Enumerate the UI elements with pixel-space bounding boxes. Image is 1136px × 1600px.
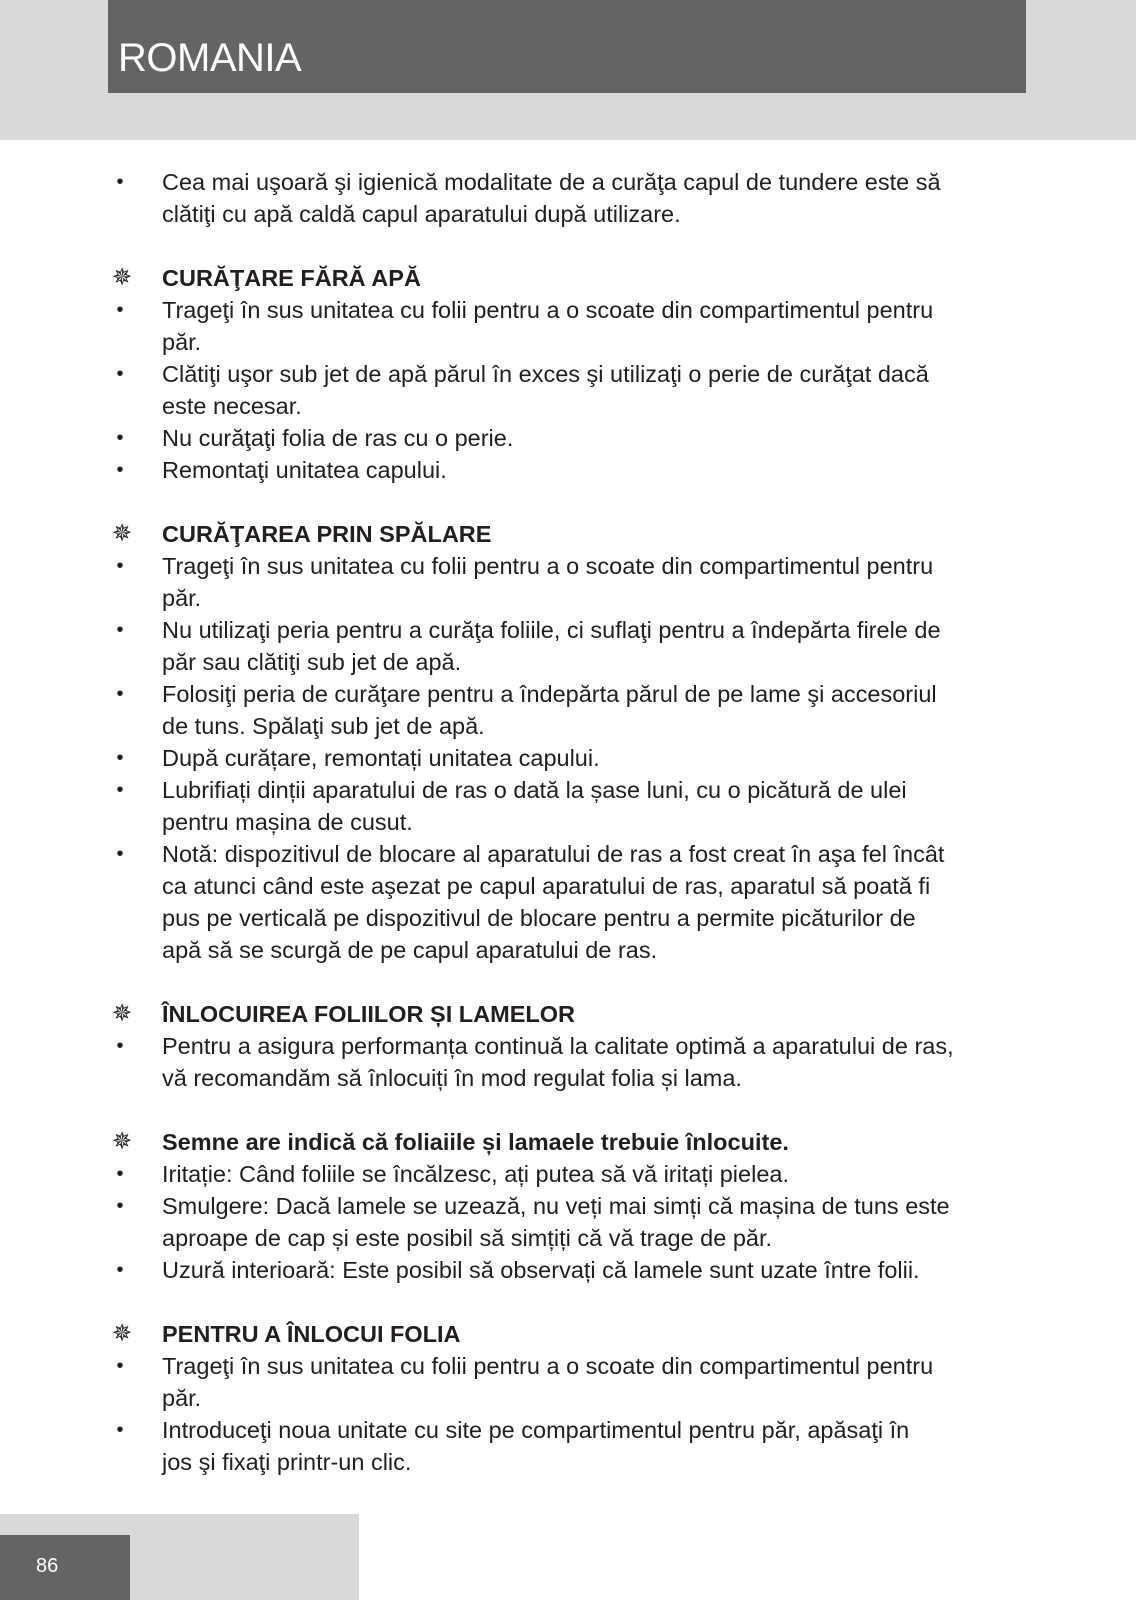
list-item-line: apă să se scurgă de pe capul aparatului de ras.: [162, 937, 658, 963]
list-item-line: păr sau clătiţi sub jet de apă.: [162, 649, 462, 675]
main-content: [108, 166, 1038, 1510]
section: [108, 262, 1038, 486]
section-heading-text: Semne are indică că foliaiile și lamaele trebuie înlocuite.: [162, 1129, 789, 1155]
list-item-line: Nu utilizaţi peria pentru a curăţa foliile, ci suflaţi pentru a îndepărta firele de: [162, 617, 941, 643]
list-item-line: pus pe verticală pe dispozitivul de blocare pentru a permite picăturilor de: [162, 905, 916, 931]
list-item-line: Iritație: Când foliile se încălzesc, ați putea să vă iritați pielea.: [162, 1161, 789, 1187]
list-item-line: Pentru a asigura performanța continuă la calitate optimă a aparatului de ras,: [162, 1033, 954, 1059]
section-heading: [108, 1126, 1038, 1158]
bullet-icon: •: [116, 1035, 124, 1057]
list-item: [108, 454, 1038, 486]
list-item-line: de tuns. Spălaţi sub jet de apă.: [162, 713, 485, 739]
section: [108, 518, 1038, 966]
list-item: [108, 422, 1038, 454]
list-item-line: Lubrifiați dinții aparatului de ras o dată la șase luni, cu o picătură de ulei: [162, 777, 907, 803]
star-icon: ✵: [111, 1128, 133, 1155]
list-item-line: Folosiţi peria de curăţare pentru a îndepărta părul de pe lame şi accesoriul: [162, 681, 937, 707]
page-number: 86: [36, 1555, 59, 1577]
list-item-line: ca atunci când este aşezat pe capul aparatului de ras, aparatul să poată fi: [162, 873, 931, 899]
list-item: [108, 1190, 1038, 1254]
section: [108, 1126, 1038, 1286]
list-item-line: Clătiţi uşor sub jet de apă părul în exces şi utilizaţi o perie de curăţat dacă: [162, 361, 929, 387]
list-item-line: Trageţi în sus unitatea cu folii pentru a o scoate din compartimentul pentru: [162, 297, 934, 323]
list-item: [108, 838, 1038, 966]
list-item-line: clătiţi cu apă caldă capul aparatului după utilizare.: [162, 201, 681, 227]
list-item-line: După curățare, remontați unitatea capului.: [162, 745, 600, 771]
list-item-line: pentru mașina de cusut.: [162, 809, 413, 835]
list-item-line: păr.: [162, 585, 202, 611]
list-item-line: jos şi fixaţi printr-un clic.: [162, 1449, 412, 1475]
bullet-icon: •: [116, 1355, 124, 1377]
list-item: [108, 1030, 1038, 1094]
list-item: [108, 742, 1038, 774]
section-heading: [108, 262, 1038, 294]
list-item-line: Uzură interioară: Este posibil să observați că lamele sunt uzate între folii.: [162, 1257, 920, 1283]
list-item: [108, 678, 1038, 742]
list-item-line: este necesar.: [162, 393, 302, 419]
list-item: [108, 1414, 1038, 1478]
list-item-line: vă recomandăm să înlocuiți în mod regulat folia și lama.: [162, 1065, 742, 1091]
page-header: [108, 0, 1026, 93]
list-item: [108, 1254, 1038, 1286]
bullet-icon: •: [116, 1195, 124, 1217]
star-icon: ✵: [111, 1320, 133, 1347]
bullet-icon: •: [116, 843, 124, 865]
bullet-icon: •: [116, 427, 124, 449]
list-item: [108, 774, 1038, 838]
bullet-icon: •: [116, 459, 124, 481]
list-item: [108, 550, 1038, 614]
bullet-icon: •: [116, 555, 124, 577]
section: [108, 998, 1038, 1094]
page-number-box: [0, 1535, 130, 1600]
bullet-icon: •: [116, 779, 124, 801]
list-item-line: aproape de cap și este posibil să simțiți că vă trage de păr.: [162, 1225, 773, 1251]
list-item: [108, 614, 1038, 678]
bullet-icon: •: [116, 619, 124, 641]
bullet-icon: •: [116, 683, 124, 705]
list-item-line: Trageţi în sus unitatea cu folii pentru a o scoate din compartimentul pentru: [162, 553, 934, 579]
list-item-line: păr.: [162, 329, 202, 355]
section-heading-text: CURĂŢAREA PRIN SPĂLARE: [162, 521, 492, 547]
list-item: [108, 358, 1038, 422]
page-title: ROMANIA: [118, 36, 302, 80]
bullet-icon: •: [116, 1163, 124, 1185]
section-heading: [108, 1318, 1038, 1350]
star-icon: ✵: [111, 264, 133, 291]
bullet-icon: •: [116, 171, 124, 193]
list-item-line: Introduceţi noua unitate cu site pe compartimentul pentru păr, apăsaţi în: [162, 1417, 910, 1443]
list-item-line: Nu curăţaţi folia de ras cu o perie.: [162, 425, 514, 451]
section-heading-text: CURĂŢARE FĂRĂ APĂ: [162, 265, 421, 291]
list-item: [108, 166, 1038, 230]
bullet-icon: •: [116, 1419, 124, 1441]
list-item-line: păr.: [162, 1385, 202, 1411]
list-item-line: Smulgere: Dacă lamele se uzează, nu veți mai simți că mașina de tuns este: [162, 1193, 950, 1219]
section: [108, 1318, 1038, 1478]
list-item-line: Trageţi în sus unitatea cu folii pentru a o scoate din compartimentul pentru: [162, 1353, 934, 1379]
bullet-icon: •: [116, 747, 124, 769]
section-heading-text: PENTRU A ÎNLOCUI FOLIA: [162, 1321, 461, 1347]
list-item-line: Remontaţi unitatea capului.: [162, 457, 447, 483]
section-heading-text: ÎNLOCUIREA FOLIILOR ȘI LAMELOR: [162, 1001, 575, 1027]
star-icon: ✵: [111, 1000, 133, 1027]
section: [108, 166, 1038, 230]
list-item: [108, 1350, 1038, 1414]
bullet-icon: •: [116, 299, 124, 321]
list-item: [108, 1158, 1038, 1190]
section-heading: [108, 518, 1038, 550]
star-icon: ✵: [111, 520, 133, 547]
bullet-icon: •: [116, 363, 124, 385]
list-item-line: Notă: dispozitivul de blocare al aparatului de ras a fost creat în aşa fel încât: [162, 841, 945, 867]
list-item-line: Cea mai uşoară şi igienică modalitate de a curăţa capul de tundere este să: [162, 169, 941, 195]
list-item: [108, 294, 1038, 358]
bullet-icon: •: [116, 1259, 124, 1281]
section-heading: [108, 998, 1038, 1030]
